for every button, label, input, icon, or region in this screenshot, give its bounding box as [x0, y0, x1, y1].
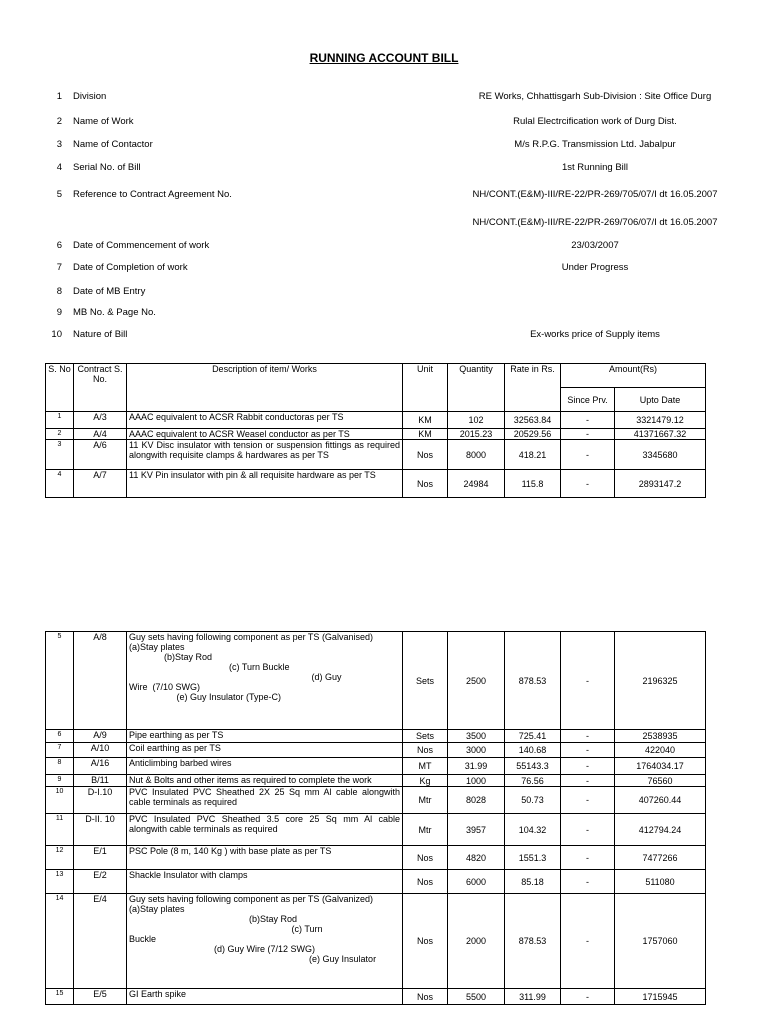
description-line: (c) Turn [129, 924, 323, 934]
cell-unit: Nos [403, 989, 448, 1005]
table-row [46, 758, 706, 775]
cell-since-prv: - [561, 743, 615, 758]
table-row [46, 870, 706, 894]
cell-since-prv: - [561, 775, 615, 787]
cell-upto-date: 412794.24 [615, 814, 706, 846]
cell-upto-date: 1757060 [615, 894, 706, 989]
bill-table-top [45, 363, 706, 498]
cell-sno: 10 [46, 787, 74, 814]
description-line: Guy sets having following component as per TS (Galvanised) [129, 632, 373, 642]
cell-quantity: 2015.23 [448, 429, 505, 440]
description-line: (b)Stay Rod [129, 914, 298, 924]
cell-description: Coil earthing as per TS [127, 743, 403, 758]
cell-unit: Nos [403, 894, 448, 989]
cell-contract-sno: A/7 [74, 470, 127, 498]
cell-upto-date: 41371667.32 [615, 429, 706, 440]
cell-upto-date: 422040 [615, 743, 706, 758]
cell-unit: Mtr [403, 814, 448, 846]
cell-contract-sno: A/16 [74, 758, 127, 775]
cell-contract-sno: A/3 [74, 412, 127, 429]
table-row [46, 470, 706, 498]
cell-since-prv: - [561, 870, 615, 894]
cell-rate: 878.53 [505, 632, 561, 730]
cell-since-prv: - [561, 989, 615, 1005]
table-row [46, 814, 706, 846]
cell-sno: 4 [46, 470, 74, 498]
cell-quantity: 24984 [448, 470, 505, 498]
bill-title: RUNNING ACCOUNT BILL [309, 51, 459, 65]
cell-rate: 104.32 [505, 814, 561, 846]
table-row [46, 846, 706, 870]
cell-contract-sno: B/11 [74, 775, 127, 787]
cell-rate: 32563.84 [505, 412, 561, 429]
description-line: Guy sets having following component as per TS (Galvanized) [129, 894, 373, 904]
table-row [46, 632, 706, 730]
description-line: (a)Stay plates [129, 904, 185, 914]
cell-contract-sno: A/10 [74, 743, 127, 758]
cell-contract-sno: E/4 [74, 894, 127, 989]
cell-since-prv: - [561, 787, 615, 814]
cell-contract-sno: A/6 [74, 440, 127, 470]
description-line: Wire (7/10 SWG) [129, 682, 201, 692]
cell-contract-sno: A/9 [74, 730, 127, 743]
cell-sno: 9 [46, 775, 74, 787]
table-row [46, 775, 706, 787]
table-row [46, 730, 706, 743]
header-amount: Amount(Rs) [561, 364, 706, 388]
description-line: (e) Guy Insulator (Type-C) [129, 692, 282, 702]
cell-upto-date: 2196325 [615, 632, 706, 730]
cell-sno: 6 [46, 730, 74, 743]
header-contract-sno: Contract S. No. [74, 364, 127, 412]
table-row [46, 894, 706, 989]
description-line: (d) Guy Wire (7/12 SWG) [129, 944, 316, 954]
description-line: (b)Stay Rod [129, 652, 213, 662]
table-row [46, 989, 706, 1005]
cell-rate: 50.73 [505, 787, 561, 814]
cell-rate: 20529.56 [505, 429, 561, 440]
header-since-prv: Since Prv. [561, 388, 615, 412]
cell-quantity: 8000 [448, 440, 505, 470]
cell-since-prv: - [561, 758, 615, 775]
cell-quantity: 2500 [448, 632, 505, 730]
cell-unit: Nos [403, 440, 448, 470]
description-line: Buckle [129, 934, 157, 944]
cell-sno: 14 [46, 894, 74, 989]
cell-unit: Nos [403, 743, 448, 758]
cell-sno: 2 [46, 429, 74, 440]
cell-upto-date: 7477266 [615, 846, 706, 870]
cell-unit: Nos [403, 470, 448, 498]
cell-quantity: 3000 [448, 743, 505, 758]
cell-quantity: 6000 [448, 870, 505, 894]
bill-table-bottom [45, 631, 706, 1005]
cell-description [127, 632, 403, 730]
cell-since-prv: - [561, 894, 615, 989]
cell-description: PSC Pole (8 m, 140 Kg ) with base plate as per TS [127, 846, 403, 870]
header-upto-date: Upto Date [615, 388, 706, 412]
cell-rate: 725.41 [505, 730, 561, 743]
cell-sno: 12 [46, 846, 74, 870]
cell-quantity: 3500 [448, 730, 505, 743]
description-line: (d) Guy [129, 672, 342, 682]
cell-contract-sno: E/2 [74, 870, 127, 894]
field-row: NH/CONT.(E&M)-III/RE-22/PR-269/706/07/I dt 16.05.2007 [472, 217, 718, 228]
cell-sno: 11 [46, 814, 74, 846]
cell-description: Anticlimbing barbed wires [127, 758, 403, 775]
cell-description: 11 KV Pin insulator with pin & all requisite hardware as per TS [127, 470, 403, 498]
cell-since-prv: - [561, 412, 615, 429]
cell-sno: 15 [46, 989, 74, 1005]
cell-quantity: 1000 [448, 775, 505, 787]
cell-quantity: 5500 [448, 989, 505, 1005]
cell-rate: 85.18 [505, 870, 561, 894]
header-rate: Rate in Rs. [505, 364, 561, 412]
header-quantity: Quantity [448, 364, 505, 412]
cell-sno: 3 [46, 440, 74, 470]
cell-sno: 5 [46, 632, 74, 730]
cell-rate: 418.21 [505, 440, 561, 470]
cell-description: AAAC equivalent to ACSR Rabbit conductoras per TS [127, 412, 403, 429]
header-description: Description of item/ Works [127, 364, 403, 412]
cell-upto-date: 511080 [615, 870, 706, 894]
header-unit: Unit [403, 364, 448, 412]
cell-unit: Kg [403, 775, 448, 787]
table-row [46, 440, 706, 470]
cell-sno: 7 [46, 743, 74, 758]
cell-rate: 55143.3 [505, 758, 561, 775]
cell-unit: Mtr [403, 787, 448, 814]
cell-quantity: 2000 [448, 894, 505, 989]
cell-description: Shackle Insulator with clamps [127, 870, 403, 894]
cell-sno: 8 [46, 758, 74, 775]
cell-upto-date: 1715945 [615, 989, 706, 1005]
cell-description: PVC Insulated PVC Sheathed 2X 25 Sq mm Al cable alongwith cable terminals as required [127, 787, 403, 814]
cell-since-prv: - [561, 429, 615, 440]
field-row: 9 MB No. & Page No. [56, 307, 156, 318]
cell-unit: Sets [403, 632, 448, 730]
cell-quantity: 3957 [448, 814, 505, 846]
field-row: 10 Nature of Bill Ex-works price of Supply items [51, 329, 660, 340]
cell-upto-date: 407260.44 [615, 787, 706, 814]
description-line: (e) Guy Insulator [129, 954, 377, 964]
description-line: (a)Stay plates [129, 642, 185, 652]
table-row [46, 412, 706, 429]
field-row: 3 Name of Contactor M/s R.P.G. Transmission Ltd. Jabalpur [56, 139, 676, 150]
cell-quantity: 4820 [448, 846, 505, 870]
cell-description: 11 KV Disc insulator with tension or suspension fittings as required alongwith requisite clamps & hardwares as per TS [127, 440, 403, 470]
cell-unit: MT [403, 758, 448, 775]
cell-upto-date: 2538935 [615, 730, 706, 743]
cell-contract-sno: A/4 [74, 429, 127, 440]
cell-since-prv: - [561, 440, 615, 470]
field-row: 7 Date of Completion of work Under Progress [56, 262, 629, 273]
cell-rate: 311.99 [505, 989, 561, 1005]
cell-unit: KM [403, 412, 448, 429]
cell-upto-date: 3345680 [615, 440, 706, 470]
table-row [46, 429, 706, 440]
cell-rate: 1551.3 [505, 846, 561, 870]
field-row: 4 Serial No. of Bill 1st Running Bill [56, 162, 628, 173]
cell-rate: 140.68 [505, 743, 561, 758]
cell-description: Nut & Bolts and other items as required to complete the work [127, 775, 403, 787]
cell-sno: 13 [46, 870, 74, 894]
cell-quantity: 102 [448, 412, 505, 429]
cell-since-prv: - [561, 470, 615, 498]
cell-quantity: 31.99 [448, 758, 505, 775]
cell-quantity: 8028 [448, 787, 505, 814]
field-row: 8 Date of MB Entry [56, 286, 146, 297]
cell-contract-sno: D-I.10 [74, 787, 127, 814]
cell-unit: Nos [403, 870, 448, 894]
cell-unit: Nos [403, 846, 448, 870]
cell-contract-sno: E/1 [74, 846, 127, 870]
table-row [46, 743, 706, 758]
cell-contract-sno: D-II. 10 [74, 814, 127, 846]
cell-unit: KM [403, 429, 448, 440]
cell-description: Pipe earthing as per TS [127, 730, 403, 743]
cell-contract-sno: E/5 [74, 989, 127, 1005]
cell-rate: 76.56 [505, 775, 561, 787]
cell-since-prv: - [561, 632, 615, 730]
header-sno: S. No [46, 364, 74, 412]
table-row [46, 787, 706, 814]
cell-upto-date: 76560 [615, 775, 706, 787]
description-line: (c) Turn Buckle [129, 662, 290, 672]
cell-description: PVC Insulated PVC Sheathed 3.5 core 25 Sq mm Al cable alongwith cable terminals as required [127, 814, 403, 846]
cell-unit: Sets [403, 730, 448, 743]
cell-description [127, 894, 403, 989]
field-row: 5 Reference to Contract Agreement No. NH/CONT.(E&M)-III/RE-22/PR-269/705/07/I dt 16.05.2007 [56, 189, 718, 200]
cell-since-prv: - [561, 814, 615, 846]
field-row: 2 Name of Work Rulal Electrcification work of Durg Dist. [56, 116, 677, 127]
cell-rate: 115.8 [505, 470, 561, 498]
cell-upto-date: 2893147.2 [615, 470, 706, 498]
cell-since-prv: - [561, 730, 615, 743]
cell-description: GI Earth spike [127, 989, 403, 1005]
cell-rate: 878.53 [505, 894, 561, 989]
field-row: 6 Date of Commencement of work 23/03/2007 [56, 240, 619, 251]
cell-description: AAAC equivalent to ACSR Weasel conductor as per TS [127, 429, 403, 440]
field-row: 1 Division RE Works, Chhattisgarh Sub-Division : Site Office Durg [56, 91, 712, 102]
cell-upto-date: 1764034.17 [615, 758, 706, 775]
cell-contract-sno: A/8 [74, 632, 127, 730]
cell-sno: 1 [46, 412, 74, 429]
cell-upto-date: 3321479.12 [615, 412, 706, 429]
cell-since-prv: - [561, 846, 615, 870]
